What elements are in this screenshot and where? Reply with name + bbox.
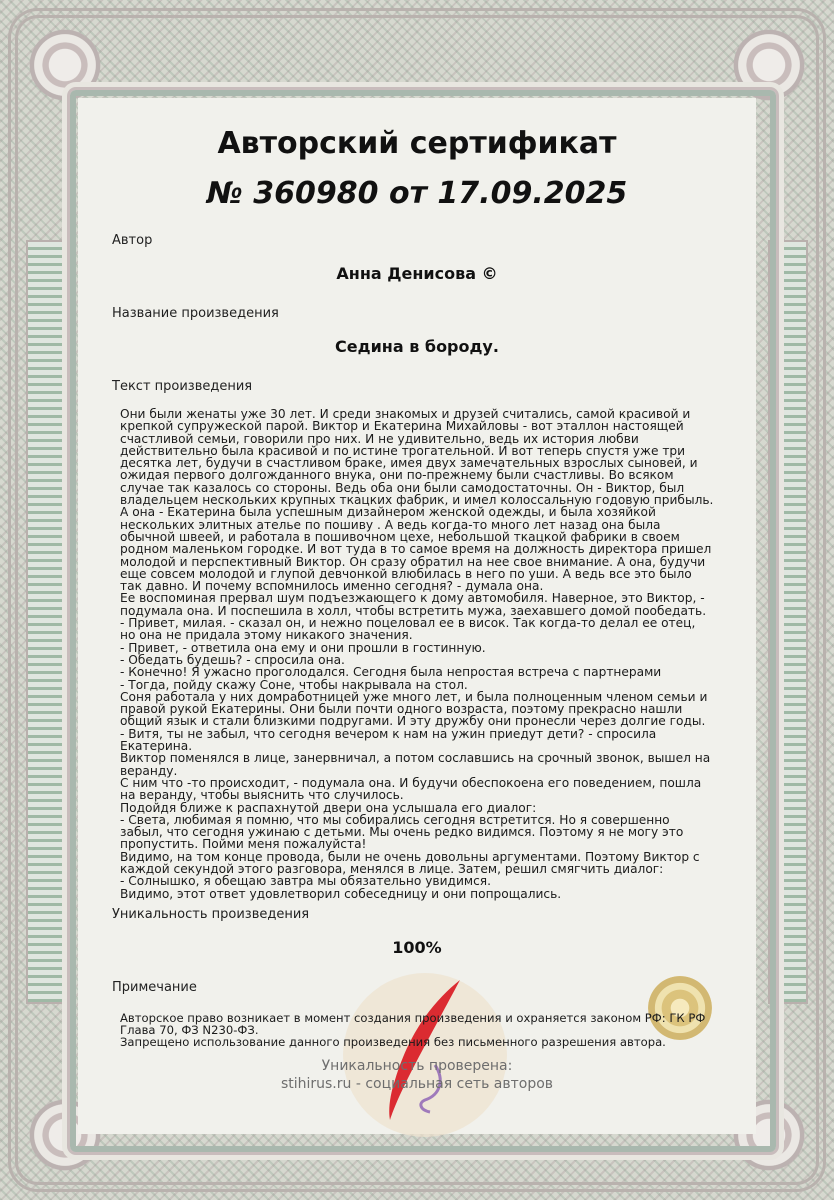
- note-text: [120, 1012, 720, 1048]
- text-paragraph: - Обедать будешь? - спросила она.: [120, 652, 345, 667]
- note-line: Запрещено использование данного произведения без письменного разрешения автора.: [120, 1035, 666, 1049]
- text-paragraph: - Витя, ты не забыл, что сегодня вечером к нам на ужин приедут дети? - спросила Екатерина.: [120, 726, 657, 754]
- text-paragraph: Видимо, на том конце провода, были не очень довольны аргументами. Поэтому Виктор с каждой секундой этого разговора, менялся в лице. Затем, решил смягчить диалог:: [120, 849, 700, 876]
- text-paragraph: Видимо, этот ответ удовлетворил собеседницу и они попрощались.: [120, 886, 562, 901]
- text-paragraph: С ним что -то происходит, - подумала она. И будучи обеспокоена его поведением, пошла на веранду, чтобы выяснить что случилось.: [120, 775, 702, 803]
- note-label: Примечание: [112, 980, 197, 995]
- uniqueness-value: 100%: [392, 938, 442, 957]
- text-paragraph: - Привет, - ответила она ему и они прошли в гостинную.: [120, 640, 486, 655]
- text-paragraph: Соня работала у них домработницей уже много лет, и была полноценным членом семьи и правой рукой Екатерины. Они были почти одного возраста, поэтому прекрасно нашли общий язык и стали близкими подругами. И эту дружбу они пронесли через долгие годы.: [120, 689, 708, 729]
- text-label: Текст произведения: [112, 379, 253, 394]
- work-text: [120, 408, 714, 900]
- work-title-label: Название произведения: [112, 306, 279, 321]
- feather-logo-icon: [340, 970, 510, 1140]
- work-title: Седина в бороду.: [335, 337, 499, 356]
- uniqueness-label: Уникальность произведения: [112, 907, 310, 922]
- text-paragraph: Виктор поменялся в лице, занервничал, а потом сославшись на срочный звонок, вышел на веранду.: [120, 751, 711, 778]
- text-paragraph: - Солнышко, я обещаю завтра мы обязательно увидимся.: [120, 874, 491, 889]
- certificate-title: Авторский сертификат: [217, 126, 617, 161]
- footer-site: stihirus.ru - социальная сеть авторов: [280, 1076, 554, 1092]
- text-paragraph: - Света, любимая я помню, что мы собирались сегодня встретится. Но я совершенно забыл, что сегодня ужинаю с детьми. Мы очень редко видимся. Поэтому я не могу это пропустить. Пойми меня пожалуйста!: [120, 812, 684, 852]
- text-paragraph: Они были женаты уже 30 лет. И среди знакомых и друзей считались, самой красивой и крепкой супружеской парой. Виктор и Екатерина Михайловы - вот эталлон настоящей счастливой семьи, говорили про них. И не удивительно, ведь их история любви действительно была красивой и по истине трогательной. И вот теперь спустя уже три десятка лет, будучи в счастливом браке, имея двух замечательных взрослых сыновей, и ожидая первого долгожданного внука, они по-прежнему были счастливы. Во всяком случае так казалось со стороны. Ведь оба они были самодостаточны. Он - Виктор, был владельцем нескольких крупных ткацких фабрик, и имел колоссальную годовую прибыль. А она - Екатерина была успешным дизайнером женской одежды, и была хозяйкой нескольких элитных ателье по пошиву . А ведь когда-то много лет назад она была обычной швеей, и работала в пошивочном цехе, небольшой ткацкой фабрики в своем родном маленьком городке. И вот туда в то самое время на должность директора пришел молодой и перспективный Виктор. Он сразу обратил на нее свое внимание. А она, будучи еще совсем молодой и глупой девчонкой влюбилась в него по уши. А ведь все это было так давно. И почему вспомнилось именно сегодня? - думала она.: [120, 407, 714, 594]
- text-paragraph: Подойдя ближе к распахнутой двери она услышала его диалог:: [120, 800, 537, 815]
- text-paragraph: Ее воспоминая прервал шум подъезжающего к дому автомобиля. Наверное, это Виктор, - подумала она. И поспешила в холл, чтобы встретить мужа, заехавшего домой пообедать.: [120, 591, 707, 618]
- note-line: Авторское право возникает в момент создания произведения и охраняется законом РФ: ГК РФ Глава 70, ФЗ N230-ФЗ.: [120, 1011, 706, 1037]
- certificate-number: № 360980 от 17.09.2025: [206, 176, 628, 211]
- text-paragraph: - Конечно! Я ужасно проголодался. Сегодня была непростая встреча с партнерами: [120, 665, 662, 680]
- author-label: Автор: [112, 233, 153, 248]
- text-paragraph: - Привет, милая. - сказал он, и нежно поцеловал ее в висок. Так когда-то делал ее отец, но она не придала этому никакого значения.: [120, 616, 696, 643]
- footer-uniqueness-checked: Уникальность проверена:: [321, 1058, 513, 1074]
- feather-logo: [340, 970, 510, 1140]
- text-paragraph: - Тогда, пойду скажу Соне, чтобы накрывала на стол.: [120, 677, 468, 692]
- author-name: Анна Денисова ©: [336, 264, 498, 283]
